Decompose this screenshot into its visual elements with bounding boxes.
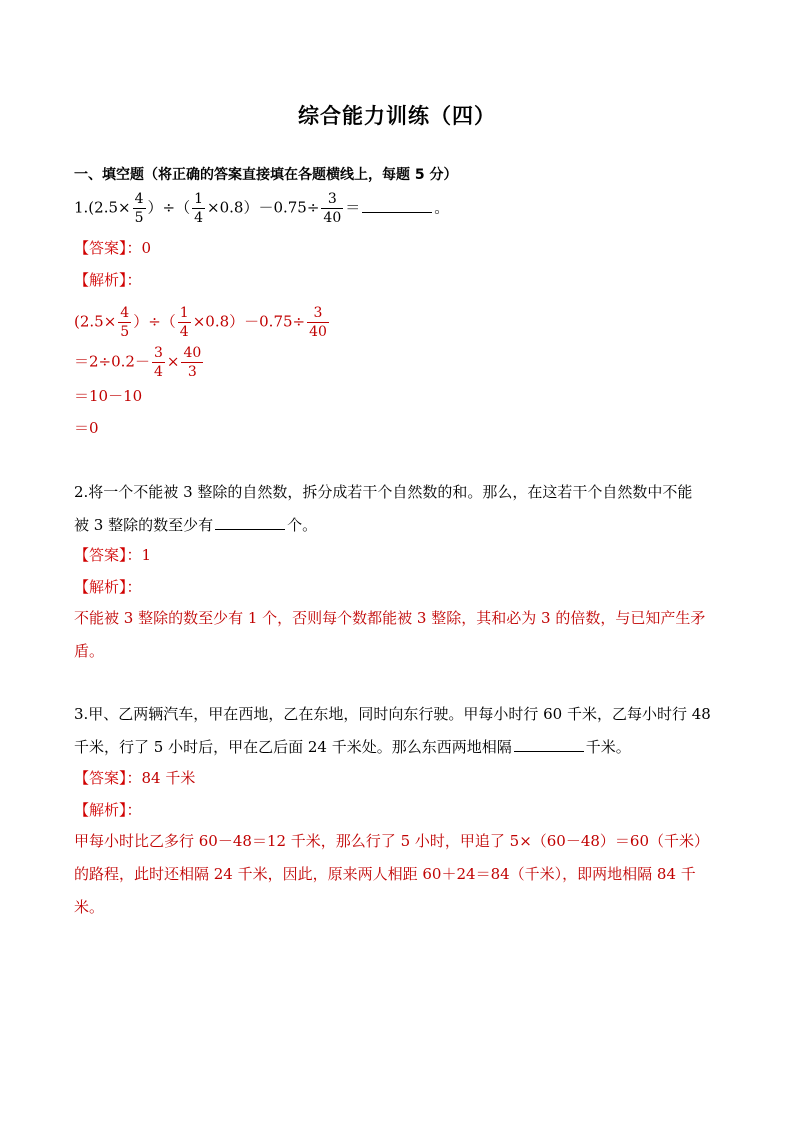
q1-step-1 [74, 306, 720, 339]
q2-text: 个。 [287, 516, 318, 534]
q1-analysis-label [74, 270, 720, 290]
answer-label: 【答案】 [74, 769, 127, 787]
analysis-label: 【解析】 [74, 578, 127, 596]
step-text: ）÷（ [133, 312, 176, 331]
step-text: (2.5× [74, 312, 117, 331]
q1-text: ）÷（ [147, 198, 191, 217]
q1-answer [74, 238, 720, 258]
answer-blank [215, 515, 285, 530]
fraction: $\frac{3}{40}$ [309, 305, 327, 340]
q2-answer [74, 545, 720, 565]
analysis-label: 【解析】 [74, 271, 127, 289]
q1-text: ×0.8）－0.75÷ [207, 198, 320, 217]
analysis-colon: ： [126, 801, 142, 819]
answer-value: ：84 千米 [126, 769, 196, 787]
q3-analysis-text: 甲每小时比乙多行 60－48＝12 千米，那么行了 5 小时，甲追了 5×（60－48）＝60（千米）的路程，此时还相隔 24 千米，因此，原来两人相距 60＋24＝84（千米），即两地相隔 84 千米。 [74, 832, 710, 916]
q1-step-3: ＝10－10 [74, 387, 143, 405]
analysis-colon: ： [126, 578, 142, 596]
answer-blank [514, 737, 584, 752]
step-text: ＝2÷0.2－ [74, 352, 150, 371]
answer-label: 【答案】 [74, 546, 127, 564]
q3-analysis-label [74, 800, 720, 820]
q3-text: 千米，行了 5 小时后，甲在乙后面 24 千米处。那么东西两地相隔 [74, 738, 512, 756]
question-2-line-1: 2.将一个不能被 3 整除的自然数，拆分成若干个自然数的和。那么，在这若干个自然数中不能 [74, 483, 693, 501]
q1-text: 。 [434, 198, 450, 217]
step-text: × [166, 352, 180, 371]
fraction: $\frac{40}{3}$ [183, 345, 202, 380]
q2-analysis-text: 不能被 3 整除的数至少有 1 个，否则每个数都能被 3 整除，其和必为 3 的倍数，与已知产生矛盾。 [74, 609, 706, 660]
question-3-line-1: 3.甲、乙两辆汽车，甲在西地，乙在东地，同时向东行驶。甲每小时行 60 千米，乙每小时行 48 [74, 705, 711, 723]
q1-step-4: ＝0 [74, 419, 99, 437]
fraction: $\frac{1}{4}$ [194, 191, 204, 226]
q2-analysis-label [74, 577, 720, 597]
fraction: $\frac{3}{40}$ [323, 191, 342, 226]
q3-text: 千米。 [585, 738, 631, 756]
analysis-label: 【解析】 [74, 801, 127, 819]
step-text: ×0.8）－0.75÷ [192, 312, 306, 331]
fraction: $\frac{4}{5}$ [120, 305, 130, 340]
q3-answer [74, 768, 720, 788]
section-heading: 一、填空题（将正确的答案直接填在各题横线上，每题 5 分） [74, 167, 458, 183]
question-3-line-2 [74, 737, 720, 757]
q1-prefix: 1.(2.5× [74, 198, 131, 217]
answer-blank [362, 198, 432, 213]
q1-text: ＝ [345, 198, 361, 217]
fraction: $\frac{4}{5}$ [134, 191, 144, 226]
answer-value: ：1 [126, 546, 152, 564]
q2-text: 被 3 整除的数至少有 [74, 516, 214, 534]
question-1 [74, 192, 720, 225]
question-2-line-2 [74, 515, 720, 535]
fraction: $\frac{1}{4}$ [179, 305, 189, 340]
analysis-colon: ： [126, 271, 142, 289]
fraction: $\frac{3}{4}$ [153, 345, 163, 380]
answer-value: ：0 [126, 239, 152, 257]
q1-step-2 [74, 346, 720, 379]
answer-label: 【答案】 [74, 239, 127, 257]
page-title: 综合能力训练（四） [298, 104, 496, 128]
